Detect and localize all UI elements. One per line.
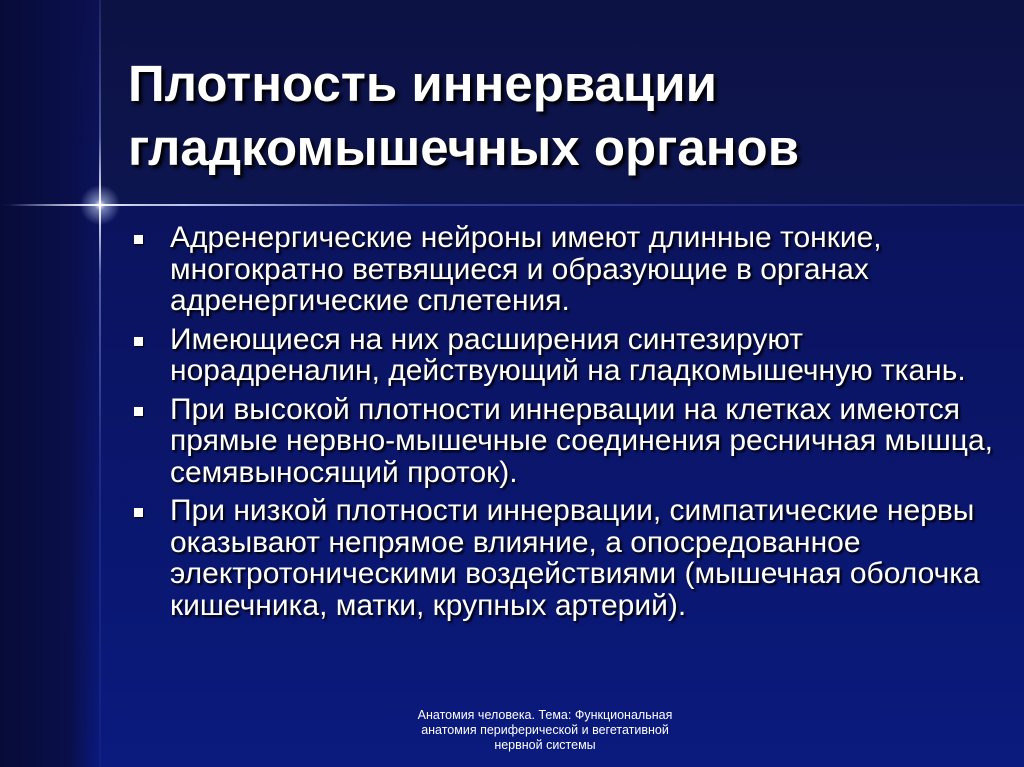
bullet-item (128, 394, 1008, 489)
square-bullet-icon (134, 407, 143, 416)
bullet-item (128, 324, 1008, 387)
bullet-list (128, 222, 1008, 628)
bullet-text: При высокой плотности иннервации на клетках имеются прямые нервно-мышечные соединения ресничная мышца, семявыносящий проток). (170, 392, 993, 489)
bullet-text: Имеющиеся на них расширения синтезируют норадреналин, действующий на гладкомышечную ткань. (170, 322, 966, 387)
vertical-divider-line (99, 0, 101, 767)
bullet-item (128, 222, 1008, 317)
bullet-item (128, 495, 1008, 621)
star-ray-horizontal (10, 204, 190, 206)
square-bullet-icon (134, 235, 143, 244)
slide-footer: Анатомия человека. Тема: Функциональная анатомия периферической и вегетативной нервной системы (417, 708, 673, 752)
bullet-text: При низкой плотности иннервации, симпатические нервы оказывают непрямое влияние, а опосредованное электротоническими воздействиями (мышечная оболочка кишечника, матки, крупных артерий). (170, 494, 980, 622)
square-bullet-icon (134, 508, 143, 517)
bullet-text: Адренергические нейроны имеют длинные тонкие, многократно ветвящиеся и образующие в органах адренергические сплетения. (170, 221, 882, 317)
left-panel (0, 0, 100, 767)
square-bullet-icon (134, 337, 143, 346)
slide-title: Плотность иннервации гладкомышечных органов (128, 55, 800, 176)
